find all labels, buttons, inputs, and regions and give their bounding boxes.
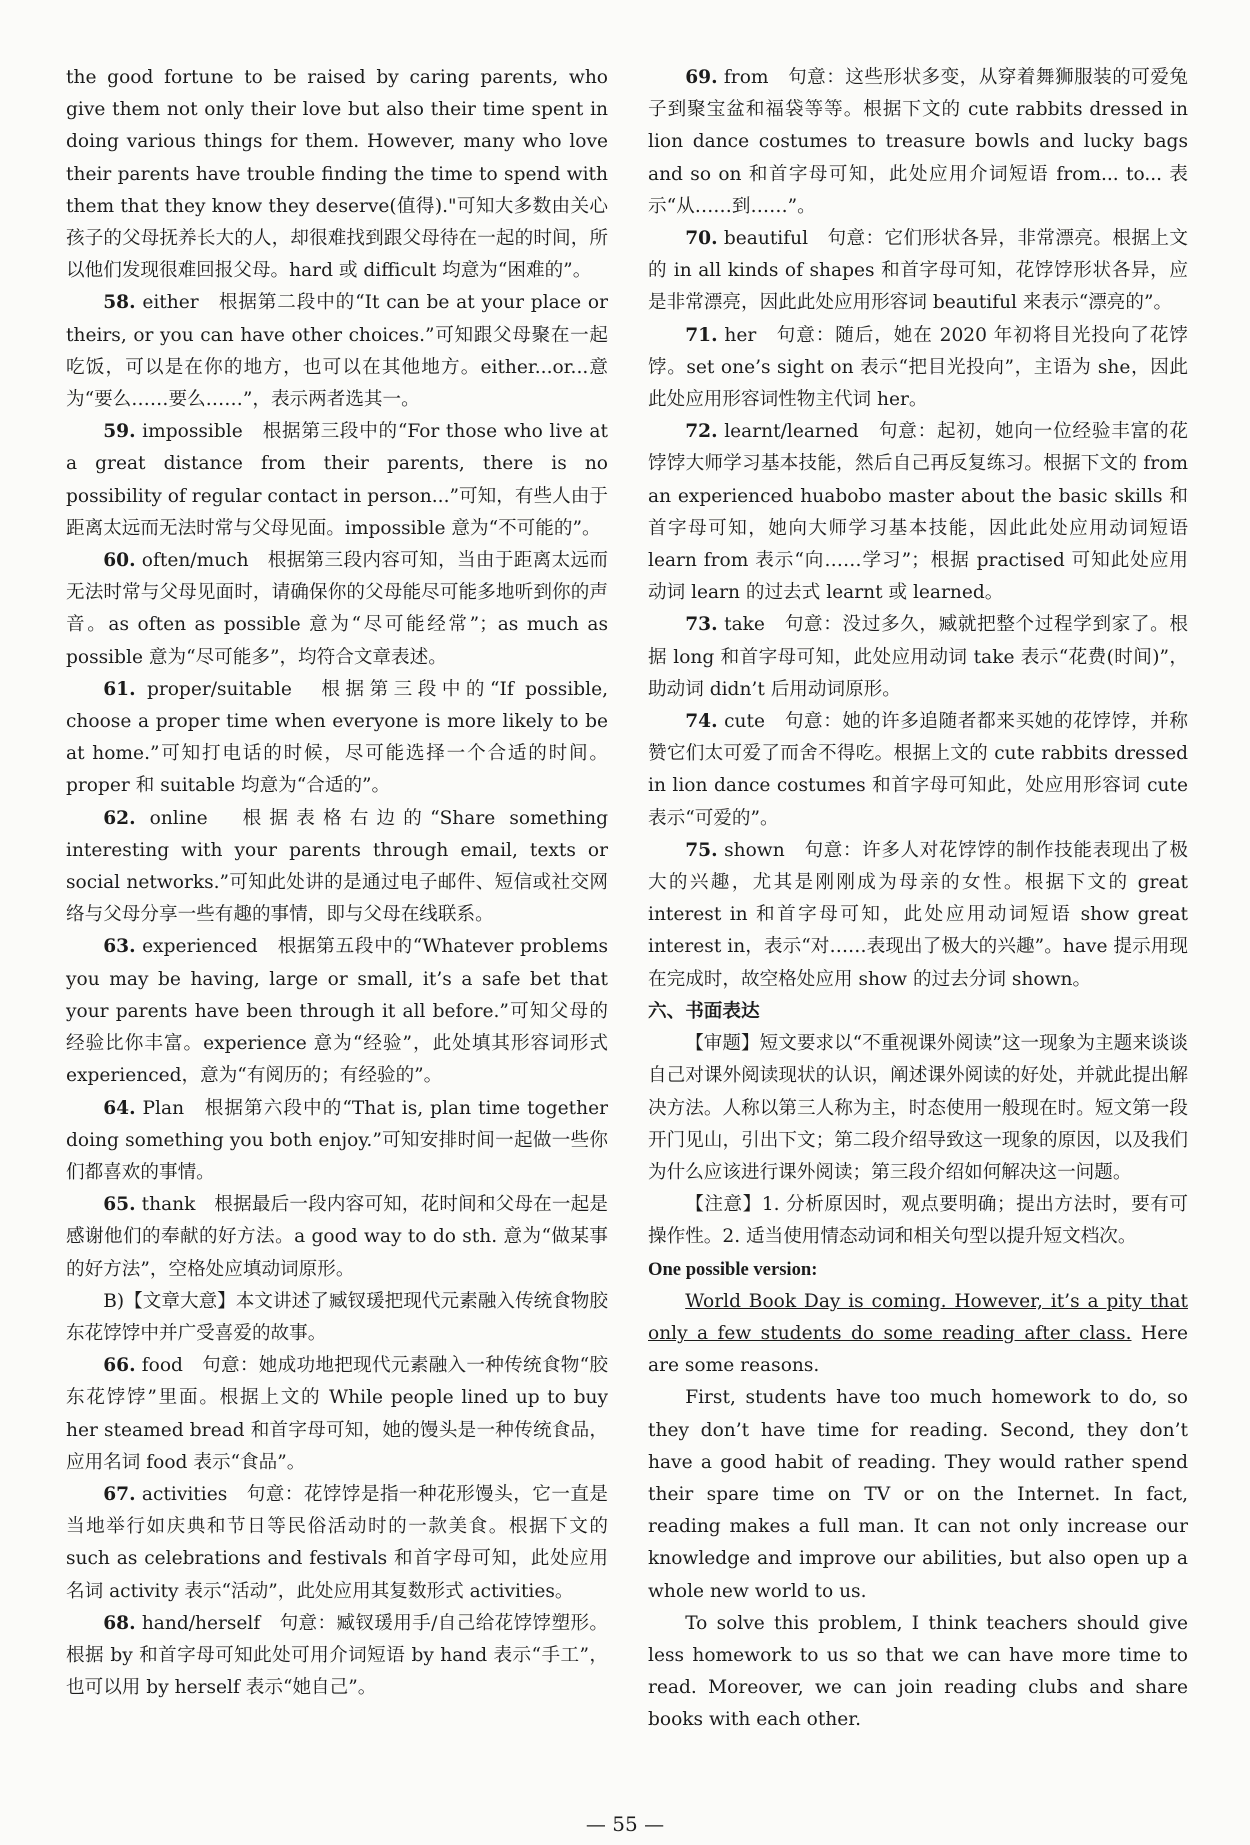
answer-item (66, 1093, 608, 1190)
essay-first-rest: Here are some reasons. (648, 1322, 1188, 1377)
answer-text: her 句意：随后，她在 2020 年初将目光投向了花饽饽。set one’s sight on 表示“把目光投向”，主语为 she，因此此处应用形容词性物主代词 her。 (648, 324, 1188, 411)
essay-paragraph-2: First, students have too much homework to do, so they don’t have time for reading. Second, they don’t have a good habit of reading. They would rather spend their spare time on TV or on the Internet. In fact, reading makes a full man. It can not only increase our knowledge and improve our abilities, but also open up a whole new world to us. (648, 1387, 1188, 1602)
answer-item (648, 320, 1188, 417)
answer-text: thank 根据最后一段内容可知，花时间和父母在一起是感谢他们的奉献的好方法。a good way to do sth. 意为“做某事的好方法”，空格处应填动词原形。 (66, 1194, 608, 1280)
answer-text: cute 句意：她的许多追随者都来买她的花饽饽，并称赞它们太可爱了而舍不得吃。根据上文的 cute rabbits dressed in lion dance costumes 和首字母可知此，处应用形容词 cute 表示“可爱的”。 (648, 711, 1188, 829)
answer-item (66, 1608, 608, 1705)
answer-number: 73. (685, 614, 718, 636)
answer-text: online 根据表格右边的“Share something interesting with your parents through email, texts or social networks.”可知此处讲的是通过电子邮件、短信或社交网络与父母分享一些有趣的事情，即与父母在线联系。 (66, 807, 608, 926)
answer-number: 69. (685, 67, 718, 88)
answer-number: 59. (103, 421, 136, 443)
answer-number: 61. (103, 678, 136, 700)
answer-number: 74. (685, 711, 718, 733)
answer-number: 68. (103, 1612, 136, 1634)
answer-text: experienced 根据第五段中的“Whatever problems you may be having, large or small, it’s a safe bet that your parents have been through it all before.”可知父母的经验比你丰富。experience 意为“经验”，此处填其形容词形式 experienced，意为“有阅历的；有经验的”。 (66, 936, 608, 1087)
answer-list-a (66, 287, 608, 1285)
essay-underlined-topic: World Book Day is coming. However, it’s a pity that only a few students do some reading after class. (648, 1290, 1188, 1344)
answer-list-right (648, 62, 1188, 996)
answer-text: hand/herself 句意：臧钗瑗用手/自己给花饽饽塑形。根据 by 和首字母可知此处可用介词短语 by hand 表示“手工”，也可以用 by herself 表示“她自己”。 (66, 1612, 608, 1699)
answer-text: proper/suitable 根据第三段中的“If possible, choose a proper time when everyone is more likely to be at home.”可知打电话的时候，尽可能选择一个合适的时间。proper 和 suitable 均意为“合适的”。 (66, 678, 608, 797)
answer-text: often/much 根据第三段内容可知，当由于距离太远而无法时常与父母见面时，请确保你的父母能尽可能多地听到你的声音。as often as possible 意为“尽可能经常”；as much as possible 意为“尽可能多”，均符合文章表述。 (66, 550, 608, 668)
answer-number: 63. (103, 936, 136, 958)
essay-paragraph-1 (648, 1286, 1188, 1383)
answer-item (648, 416, 1188, 609)
right-column (648, 62, 1188, 1737)
answer-text: from 句意：这些形状多变，从穿着舞狮服装的可爱兔子到聚宝盆和福袋等等。根据下文的 cute rabbits dressed in lion dance costumes to treasure bowls and lucky bags and so on 和首字母可知，此处应用介词短语 from... to... 表示“从……到……”。 (648, 67, 1188, 217)
left-column (66, 62, 608, 1704)
essay-paragraph-3: To solve this problem, I think teachers should give less homework to us so that we can have more time to read. Moreover, we can join reading clubs and share books with each other. (648, 1612, 1188, 1731)
answer-item (648, 706, 1188, 835)
answer-number: 66. (103, 1355, 136, 1377)
answer-text: beautiful 句意：它们形状各异，非常漂亮。根据上文的 in all kinds of shapes 和首字母可知，花饽饽形状各异，应是非常漂亮，因此此处应用形容词 beautiful 来表示“漂亮的”。 (648, 228, 1188, 314)
answer-text: either 根据第二段中的“It can be at your place or theirs, or you can have other choices.”可知跟父母聚在一起吃饭，可以是在你的地方，也可以在其他地方。either...or...意为“要么……要么……”，表示两者选其一。 (66, 292, 608, 411)
answer-item (66, 287, 608, 416)
answer-number: 58. (103, 292, 136, 314)
answer-item (66, 545, 608, 674)
answer-item (648, 609, 1188, 706)
answer-number: 72. (685, 421, 718, 443)
answer-number: 70. (685, 228, 718, 250)
answer-number: 65. (103, 1194, 136, 1216)
section-six-title: 六、书面表达 (648, 1000, 760, 1022)
answer-number: 64. (103, 1097, 136, 1119)
page-number: — 55 — (585, 1812, 665, 1836)
shenti-paragraph: 【审题】短文要求以“不重视课外阅读”这一现象为主题来谈谈自己对课外阅读现状的认识，阐述课外阅读的好处，并就此提出解决方法。人称以第三人称为主，时态使用一般现在时。短文第一段开门见山，引出下文；第二段介绍导致这一现象的原因，以及我们为什么应该进行课外阅读；第三段介绍如何解决这一问题。 (648, 1033, 1188, 1183)
answer-number: 60. (103, 550, 136, 572)
answer-number: 75. (685, 839, 718, 861)
answer-number: 62. (103, 807, 136, 829)
answer-item (648, 835, 1188, 996)
answer-text: activities 句意：花饽饽是指一种花形馒头，它一直是当地举行如庆典和节日等民俗活动时的一款美食。根据下文的 such as celebrations and festivals 和首字母可知，此处应用名词 activity 表示“活动”，此处应用其复数形式 activities。 (66, 1483, 608, 1602)
answer-text: impossible 根据第三段中的“For those who live at a great distance from their parents, there is no possibility of regular contact in person...”可知，有些人由于距离太远而无法时常与父母见面。impossible 意为“不可能的”。 (66, 421, 608, 539)
version-label: One possible version: (648, 1258, 818, 1280)
answer-item (66, 1350, 608, 1479)
zhuyi-paragraph: 【注意】1. 分析原因时，观点要明确；提出方法时，要有可操作性。2. 适当使用情态动词和相关句型以提升短文档次。 (648, 1194, 1188, 1248)
answer-number: 71. (685, 324, 718, 346)
answer-list-b (66, 1350, 608, 1704)
answer-text: food 句意：她成功地把现代元素融入一种传统食物“胶东花饽饽”里面。根据上文的 While people lined up to buy her steamed bread 和首字母可知，她的馒头是一种传统食品，应用名词 food 表示“食品”。 (66, 1355, 608, 1473)
answer-item (66, 1189, 608, 1286)
answer-item (66, 931, 608, 1092)
answer-text: learnt/learned 句意：起初，她向一位经验丰富的花饽饽大师学习基本技能，然后自己再反复练习。根据下文的 from an experienced huabobo master about the basic skills 和首字母可知，她向大师学习基本技能，因此此处应用动词短语 learn from 表示“向……学习”；根据 practised 可知此处应用动词 learn 的过去式 learnt 或 learned。 (648, 421, 1188, 604)
intro-paragraph: the good fortune to be raised by caring parents, who give them not only their love but also their time spent in doing various things for them. However, many who love their parents have trouble finding the time to spend with them that they know they deserve(值得)."可知大多数由关心孩子的父母抚养长大的人，却很难找到跟父母待在一起的时间，所以他们发现很难回报父母。hard 或 difficult 均意为“困难的”。 (66, 67, 608, 282)
section-b-summary: B)【文章大意】本文讲述了臧钗瑗把现代元素融入传统食物胶东花饽饽中并广受喜爱的故事。 (66, 1290, 608, 1344)
answer-item (66, 1479, 608, 1608)
answer-item (66, 803, 608, 932)
answer-item (648, 62, 1188, 223)
answer-item (66, 674, 608, 803)
answer-text: take 句意：没过多久，臧就把整个过程学到家了。根据 long 和首字母可知，此处应用动词 take 表示“花费(时间)”，助动词 didn’t 后用动词原形。 (648, 614, 1188, 700)
sample-essay (648, 1286, 1188, 1737)
answer-text: shown 句意：许多人对花饽饽的制作技能表现出了极大的兴趣，尤其是刚刚成为母亲的女性。根据下文的 great interest in 和首字母可知，此处应用动词短语 show great interest in，表示“对……表现出了极大的兴趣”。have 提示用现在完成时，故空格处应用 show 的过去分词 shown。 (648, 839, 1188, 990)
answer-item (648, 223, 1188, 320)
answer-item (66, 416, 608, 545)
answer-number: 67. (103, 1483, 136, 1505)
answer-text: Plan 根据第六段中的“That is, plan time together doing something you both enjoy.”可知安排时间一起做一些你们都喜欢的事情。 (66, 1097, 608, 1183)
